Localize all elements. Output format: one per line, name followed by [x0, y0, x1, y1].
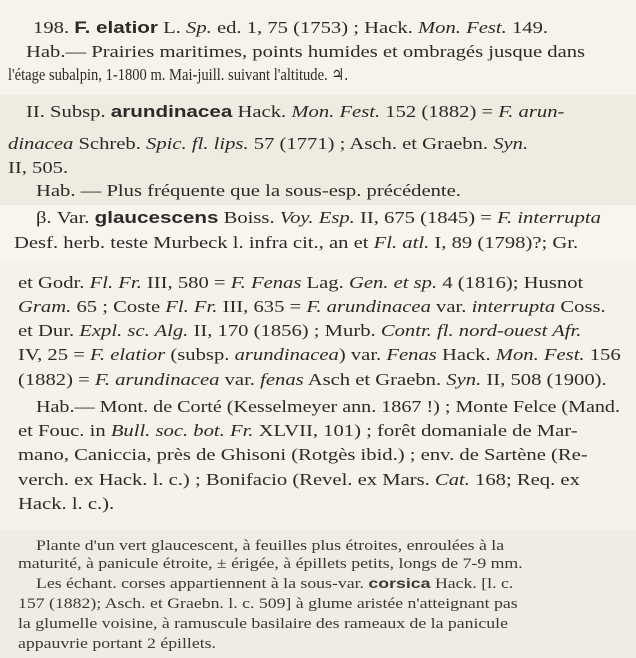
text-segment: et Dur.: [18, 321, 80, 340]
text-segment: Plante d'un vert glaucescent, à feuilles plus étroites, enroulées à la: [36, 538, 505, 554]
text-segment: Hack.: [436, 345, 496, 364]
text-line: [36, 181, 461, 201]
text-segment: 198.: [33, 18, 75, 37]
text-segment: la glumelle voisine, à ramuscule basilaire des rameaux de la panicule: [18, 616, 508, 632]
text-segment: Hack. l. c.).: [18, 494, 115, 513]
text-segment: var.: [430, 297, 472, 316]
text-line: [36, 538, 504, 555]
italic-reference: Bull. soc. bot. Fr.: [110, 421, 254, 440]
italic-reference: arundinacea: [234, 345, 339, 364]
text-segment: L.: [157, 18, 187, 37]
italic-reference: dinacea: [8, 134, 74, 153]
italic-reference: Mon. Fest.: [418, 18, 507, 37]
bold-name: arundinacea: [110, 103, 233, 121]
italic-reference: Fl. Fr.: [89, 273, 142, 292]
text-segment: Les échant. corses appartiennent à la sous-var.: [36, 576, 369, 592]
text-segment: II, 170 (1856) ; Murb.: [188, 321, 381, 340]
text-line: [33, 18, 548, 38]
italic-reference: Mon. Fest.: [495, 345, 585, 364]
text-line: [18, 445, 588, 465]
italic-reference: F. elatior: [89, 345, 166, 364]
italic-reference: Fl. atl.: [373, 233, 430, 252]
italic-reference: Spic. fl. lips.: [146, 134, 249, 153]
text-segment: Hack. [l. c.: [430, 576, 514, 592]
text-line: [18, 636, 216, 653]
text-segment: ) var.: [338, 345, 387, 364]
text-segment: et Fouc. in: [18, 421, 111, 440]
text-line: [18, 321, 581, 341]
text-segment: mano, Caniccia, près de Ghisoni (Rotgès ibid.) ; env. de Sartène (Re-: [18, 445, 588, 464]
text-segment: XLVII, 101) ; forêt domaniale de Mar-: [253, 421, 578, 440]
italic-reference: Fl. Fr.: [165, 297, 218, 316]
italic-reference: Syn.: [493, 134, 529, 153]
text-segment: IV, 25 =: [18, 345, 90, 364]
text-segment: 65 ; Coste: [71, 297, 166, 316]
text-segment: I, 89 (1798)?; Gr.: [429, 233, 579, 252]
text-segment: Hab.— Prairies maritimes, points humides et ombragés jusque dans: [26, 42, 586, 61]
text-line: [18, 421, 578, 441]
italic-reference: Gram.: [18, 297, 72, 316]
italic-reference: fenas: [260, 370, 304, 389]
text-segment: Hab.— Mont. de Corté (Kesselmeyer ann. 1867 !) ; Monte Felce (Mand.: [36, 397, 620, 416]
text-segment: et Godr.: [18, 273, 90, 292]
text-segment: Boiss.: [218, 208, 280, 227]
text-segment: var.: [219, 370, 261, 389]
italic-reference: interrupta: [471, 297, 556, 316]
text-segment: Hab. — Plus fréquente que la sous-esp. précédente.: [36, 181, 461, 200]
text-segment: 156: [584, 345, 621, 364]
italic-reference: Cat.: [434, 470, 470, 489]
italic-reference: Syn.: [446, 370, 482, 389]
text-segment: III, 580 =: [141, 273, 231, 292]
text-segment: (1882) =: [18, 370, 95, 389]
text-segment: Asch et Graebn.: [303, 370, 447, 389]
text-line: [18, 616, 508, 633]
text-segment: appauvrie portant 2 épillets.: [18, 636, 216, 652]
text-segment: l'étage subalpin, 1-1800 m. Mai-juill. suivant l'altitude. ♃.: [8, 65, 348, 84]
italic-reference: F. Fenas: [230, 273, 302, 292]
text-segment: 57 (1771) ; Asch. et Graebn.: [248, 134, 494, 153]
text-line: [14, 233, 578, 253]
italic-reference: Expl. sc. Alg.: [79, 321, 189, 340]
text-line: [26, 102, 564, 122]
text-line: [26, 42, 585, 62]
text-segment: II. Subsp.: [26, 102, 111, 121]
text-line: [18, 494, 114, 514]
italic-reference: F. arundinacea: [94, 370, 220, 389]
text-segment: Lag.: [301, 273, 349, 292]
text-line: [18, 273, 583, 293]
text-segment: β. Var.: [36, 208, 95, 227]
text-segment: ed. 1, 75 (1753) ; Hack.: [211, 18, 418, 37]
text-segment: maturité, à panicule étroite, ± érigée, à épillets petits, longs de 7-9 mm.: [18, 556, 523, 572]
text-line: [8, 158, 68, 178]
text-segment: 4 (1816); Husnot: [437, 273, 584, 292]
text-segment: 149.: [506, 18, 549, 37]
text-segment: II, 675 (1845) =: [354, 208, 498, 227]
text-line: [18, 556, 523, 573]
italic-reference: Gen. et sp.: [348, 273, 438, 292]
text-segment: II, 505.: [8, 158, 69, 177]
text-line: [36, 208, 601, 228]
text-segment: verch. ex Hack. l. c.) ; Bonifacio (Revel. ex Mars.: [18, 470, 435, 489]
text-segment: III, 635 =: [217, 297, 307, 316]
italic-reference: Sp.: [186, 18, 212, 37]
italic-reference: Contr. fl. nord-ouest Afr.: [380, 321, 582, 340]
text-segment: 168; Req. ex: [469, 470, 580, 489]
bold-name: corsica: [368, 576, 431, 592]
text-line: [18, 297, 606, 317]
text-segment: Schreb.: [73, 134, 147, 153]
text-line: [18, 345, 621, 365]
text-line: [18, 370, 607, 390]
text-segment: 157 (1882); Asch. et Graebn. l. c. 509] à glume aristée n'atteignant pas: [18, 596, 518, 612]
text-line: [18, 470, 580, 490]
text-segment: Coss.: [555, 297, 606, 316]
bold-name: glaucescens: [94, 209, 219, 227]
italic-reference: Voy. Esp.: [279, 208, 355, 227]
text-line: [8, 65, 348, 85]
italic-reference: Mon. Fest.: [291, 102, 381, 121]
text-segment: Hack.: [232, 102, 292, 121]
text-segment: II, 508 (1900).: [481, 370, 607, 389]
text-line: [18, 596, 518, 613]
text-segment: 152 (1882) =: [380, 102, 499, 121]
italic-reference: F. arundinacea: [306, 297, 431, 316]
italic-reference: F. arun-: [498, 102, 565, 121]
italic-reference: F. interrupta: [497, 208, 601, 227]
text-line: [36, 397, 620, 417]
text-line: [8, 134, 528, 154]
text-line: [36, 576, 513, 593]
text-segment: Desf. herb. teste Murbeck l. infra cit., an et: [14, 233, 374, 252]
text-segment: (subsp.: [165, 345, 235, 364]
italic-reference: Fenas: [386, 345, 437, 364]
bold-name: F. elatior: [74, 19, 158, 37]
